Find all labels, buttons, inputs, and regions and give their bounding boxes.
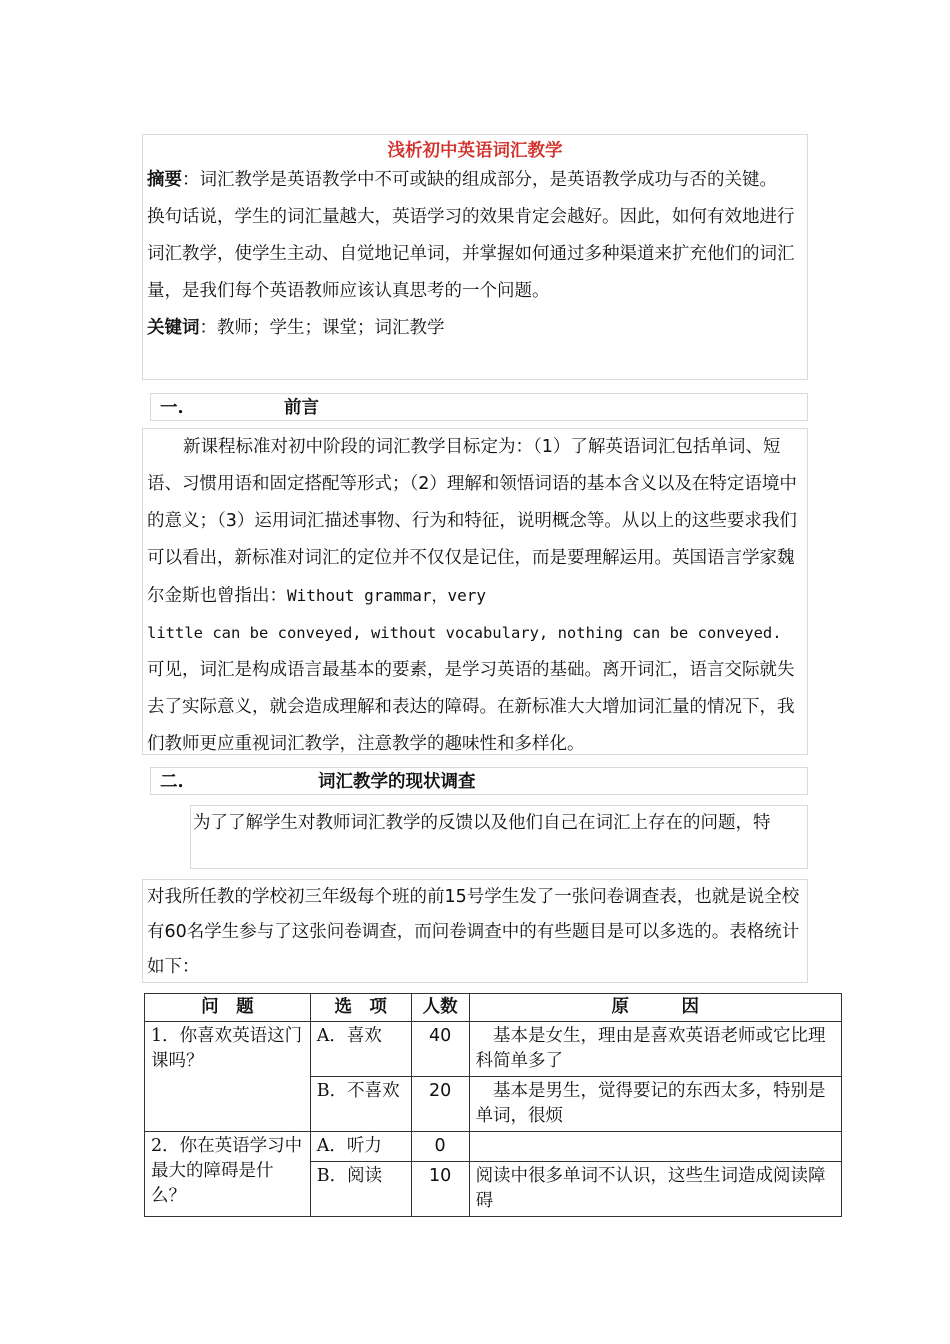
count-15: 15	[444, 887, 467, 907]
section-1-text-4: 运用词汇描述事物、行为和特征，说明概念等。从以上的这些要求我们可以看出，新标准对词汇的定位并不仅仅是记住，而是要理解运用。英国语言学家魏尔金斯也曾指出：	[147, 511, 797, 606]
section-2-title: 词汇教学的现状调查	[318, 772, 476, 792]
count-60: 60	[164, 922, 187, 942]
header-question: 问 题	[145, 994, 311, 1022]
count-cell: 20	[411, 1077, 469, 1132]
table-row	[145, 1132, 842, 1162]
list-number-2: （2）	[409, 474, 447, 494]
keywords-sep: ：	[199, 318, 217, 338]
table-header-row	[145, 994, 842, 1022]
section-2-text-b: 号学生发了一张问卷调查表，也就是说全校有	[147, 887, 800, 942]
count-cell: 40	[411, 1022, 469, 1077]
option-cell: B．不喜欢	[310, 1077, 411, 1132]
abstract-sep: ：	[182, 170, 200, 190]
option-cell: A．听力	[310, 1132, 411, 1162]
section-1-paragraph	[142, 428, 808, 755]
reason-cell	[469, 1132, 841, 1162]
section-1-title: 前言	[284, 398, 319, 418]
question-1: 1．你喜欢英语这门课吗？	[145, 1022, 311, 1132]
section-1-text-3: 理解和领悟词语的基本含义以及在特定语境中的意义；	[147, 474, 797, 531]
quote-line-1: Without grammar，very	[287, 586, 487, 605]
section-1-number: 一.	[160, 398, 184, 418]
section-2-text-a: 对我所任教的学校初三年级每个班的前	[147, 887, 445, 907]
header-option: 选 项	[310, 994, 411, 1022]
section-2-number: 二.	[160, 772, 184, 792]
section-1-text-1: 新课程标准对初中阶段的词汇教学目标定为：	[183, 437, 533, 457]
abstract-text-2: 换句话说，学生的词汇量越大，英语学习的效果肯定会越好。因此，如何有效地进行词汇教学，使学生主动、自觉地记单词，并掌握如何通过多种渠道来扩充他们的词汇量，是我们每个英语教师应该认真思考的一个问题。	[147, 207, 795, 301]
keywords-text: 教师；学生；课堂；词汇教学	[217, 318, 445, 338]
reason-cell: 阅读中很多单词不认识，这些生词造成阅读障碍	[469, 1162, 841, 1217]
abstract	[147, 162, 803, 199]
reason-cell: 基本是男生，觉得要记的东西太多，特别是单词，很烦	[469, 1077, 841, 1132]
section-2-text-c: 名学生参与了这张问卷调查，而问卷调查中的有些题目是可以多选的。表格统计如下：	[147, 922, 800, 977]
keywords-label: 关键词	[147, 318, 200, 338]
header-count: 人数	[411, 994, 469, 1022]
article-title: 浅析初中英语词汇教学	[387, 141, 563, 161]
section-1-text-5: 可见，词汇是构成语言最基本的要素，是学习英语的基础。离开词汇，语言交际就失去了实际意义，就会造成理解和表达的障碍。在新标准大大增加词汇量的情况下，我们教师更应重视词汇教学，注意教学的趣味性和多样化。	[147, 660, 795, 754]
survey-table	[144, 993, 842, 1217]
abstract-label: 摘要	[147, 170, 182, 190]
count-cell: 10	[411, 1162, 469, 1217]
count-cell: 0	[411, 1132, 469, 1162]
list-number-3: （3）	[217, 511, 255, 531]
list-number-1: （1）	[533, 437, 571, 457]
quote-line-2: little can be conveyed, without vocabulary, nothing can be conveyed.	[147, 624, 782, 642]
header-reason: 原 因	[469, 994, 841, 1022]
option-cell: B．阅读	[310, 1162, 411, 1217]
section-2-paragraph-1: 为了了解学生对教师词汇教学的反馈以及他们自己在词汇上存在的问题，特	[190, 805, 808, 869]
section-2-heading	[150, 767, 808, 795]
option-cell: A．喜欢	[310, 1022, 411, 1077]
section-1-heading	[150, 393, 808, 421]
section-1-text-2: 了解英语词汇包括单词、短语、习惯用语和固定搭配等形式；	[147, 437, 781, 494]
abstract-text-1: 词汇教学是英语教学中不可或缺的组成部分，是英语教学成功与否的关键。	[199, 170, 777, 190]
keywords	[147, 310, 803, 347]
section-2-paragraph-2	[142, 879, 808, 983]
table-row	[145, 1022, 842, 1077]
question-2: 2．你在英语学习中最大的障碍是什么？	[145, 1132, 311, 1217]
abstract-box	[142, 134, 808, 380]
reason-cell: 基本是女生，理由是喜欢英语老师或它比理科简单多了	[469, 1022, 841, 1077]
